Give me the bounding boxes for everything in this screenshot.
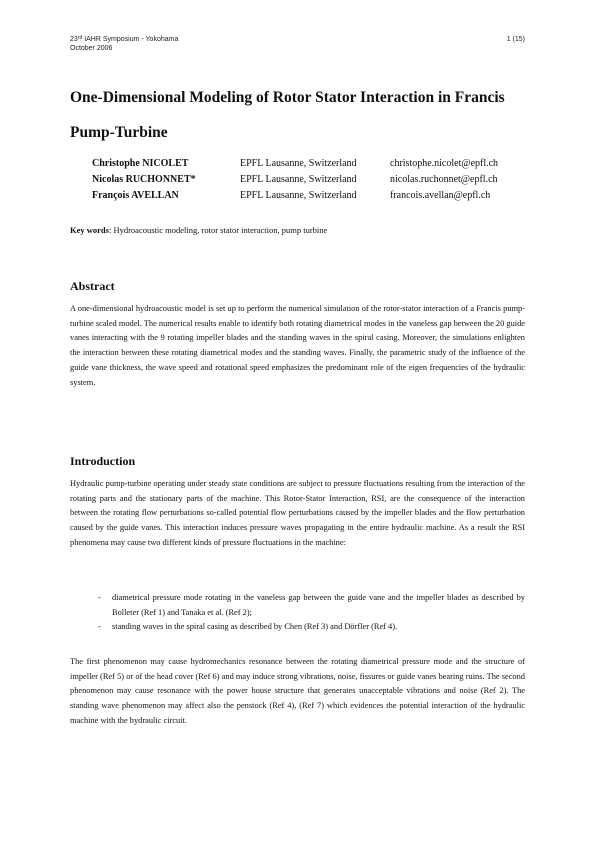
author-name: François AVELLAN (92, 190, 179, 201)
running-header (70, 35, 525, 53)
abstract-heading: Abstract (70, 279, 115, 293)
list-item-text: diametrical pressure mode rotating in the vaneless gap between the guide vane and the impeller blades as described by Bolleter (Ref 1) and Tanaka et al. (Ref 2); (112, 593, 525, 617)
keywords (70, 225, 525, 236)
list-item-text: standing waves in the spiral casing as described by Chen (Ref 3) and Dörfler (Ref 4). (112, 622, 398, 632)
author-email: francois.avellan@epfl.ch (390, 190, 491, 201)
ordinal-suffix: rd (77, 35, 83, 41)
author-affiliation: EPFL Lausanne, Switzerland (240, 174, 357, 185)
author-affiliation: EPFL Lausanne, Switzerland (240, 190, 357, 201)
keywords-text: : Hydroacoustic modeling, rotor stator interaction, pump turbine (108, 225, 328, 235)
author-row (92, 156, 498, 172)
introduction-paragraph: Hydraulic pump-turbine operating under steady state conditions are subject to pressure fluctuations resulting from the interaction of the rotating parts and the stationary parts of the machine. This Rotor-Stator Interaction, RSI, are the consequence of the interaction between the rotating flow perturbations so-called potential flow perturbations caused by the impeller blades and the flow perturbation caused by the guide vanes. This interaction induces pressure waves propagating in the entire hydraulic machine. As a result the RSI phenomena may cause two different kinds of pressure fluctuations in the machine: (70, 479, 525, 547)
conference-name: IAHR Symposium - Yokohama (82, 36, 179, 43)
paper-title: One-Dimensional Modeling of Rotor Stator Interaction in Francis Pump-Turbine (70, 89, 505, 141)
author-row (92, 188, 498, 204)
author-row (92, 172, 498, 188)
list-item (70, 591, 525, 620)
introduction-heading: Introduction (70, 454, 136, 468)
conference-date: October 2006 (70, 45, 113, 52)
author-email: christophe.nicolet@epfl.ch (390, 158, 499, 169)
abstract-text: A one-dimensional hydroacoustic model is set up to perform the numerical simulation of the rotor-stator interaction of a Francis pump-turbine scaled model. The numerical results enable to identify both rotating diametrical modes in the vaneless gap between the 20 guide vanes interacting with the 9 rotating impeller blades and the standing waves in the spiral casing. Moreover, the simulations enlighten the interaction between these rotating diametrical modes and the standing waves. Finally, the parametric study of the influence of the guide vane thickness, the wave speed and rotational speed emphasizes the predominant role of the eigen frequencies of the hydraulic system. (70, 304, 525, 387)
author-name: Christophe NICOLET (92, 158, 189, 169)
author-email: nicolas.ruchonnet@epfl.ch (390, 174, 498, 185)
author-list (92, 156, 498, 204)
list-item (70, 620, 525, 635)
author-affiliation: EPFL Lausanne, Switzerland (240, 158, 357, 169)
bullet-list (70, 591, 525, 635)
bullet-marker: - (98, 622, 101, 632)
conference-number: 23 (70, 36, 78, 43)
conference-line (70, 35, 525, 44)
author-name: Nicolas RUCHONNET* (92, 174, 196, 185)
bullet-marker: - (98, 593, 101, 602)
introduction-paragraph-2: The first phenomenon may cause hydromechanics resonance between the rotating diametrical pressure mode and the structure of impeller (Ref 5) or of the head cover (Ref 6) and may induce strong vibrations, noise, fissures or guide vanes bearing ruins. The second phenomenon may cause resonance with the power house structure that generates unacceptable vibrations and noise (Ref 2). The standing wave phenomenon may affect also the penstock (Ref 4), (Ref 7) which evidences the potential interaction of the hydraulic machine with the hydraulic circuit. (70, 657, 525, 725)
page-number: 1 (15) (506, 36, 525, 43)
keywords-label: Key words (70, 225, 109, 235)
